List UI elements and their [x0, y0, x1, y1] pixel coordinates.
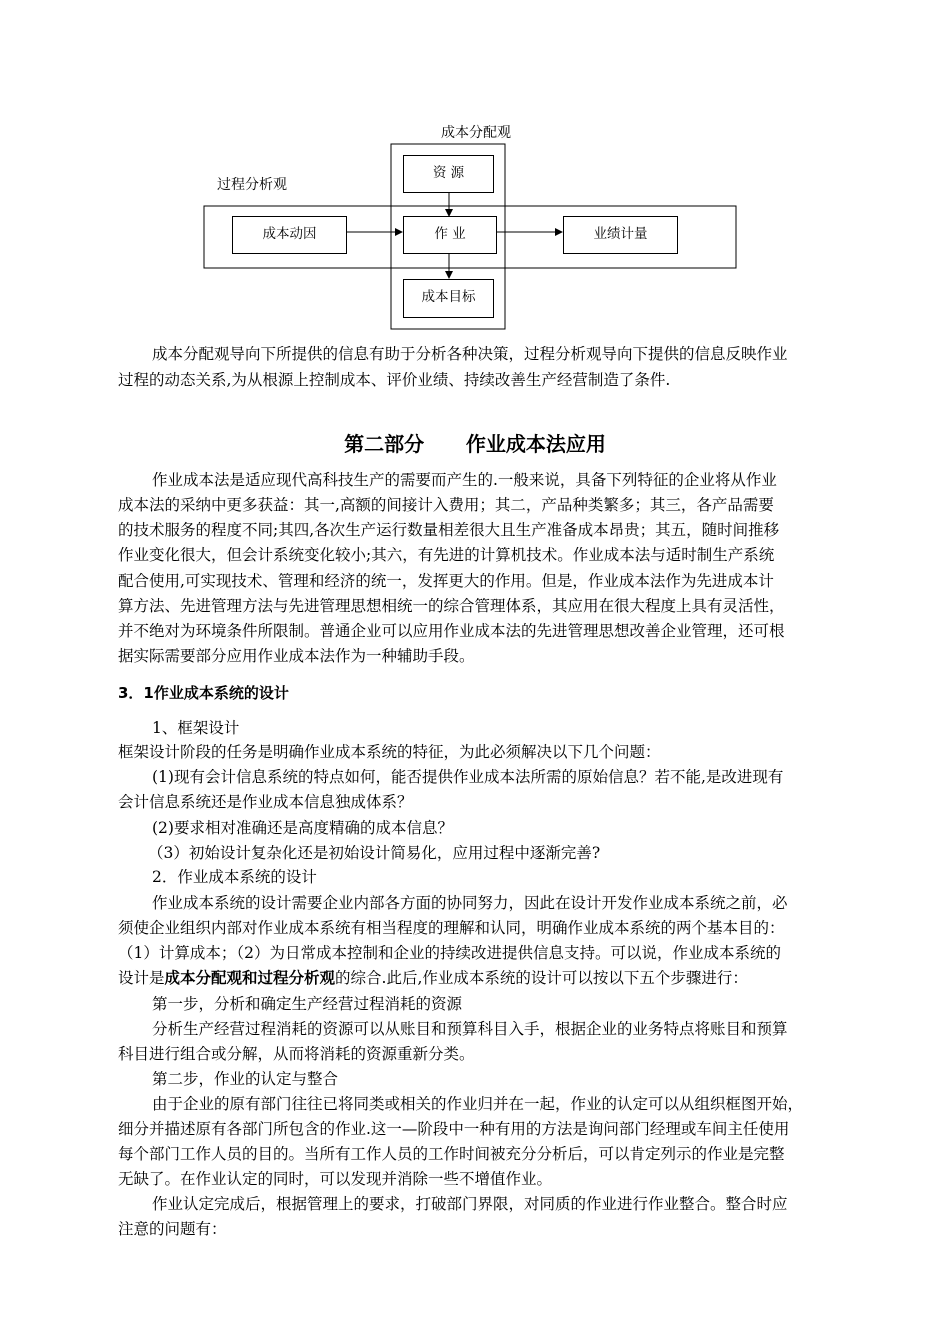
design-line-4-bold: 成本分配观和过程分析观	[164, 969, 336, 987]
intro-line-2: 过程的动态关系,为从根源上控制成本、评价业绩、持续改善生产经营制造了条件.	[118, 371, 671, 389]
design-line-4-pre: 设计是	[118, 969, 165, 987]
section-3-1-heading: 3．1作业成本系统的设计	[118, 684, 289, 702]
cost-driver-box	[232, 216, 347, 254]
part2-line-8: 据实际需要部分应用作业成本法作为一种辅助手段。	[118, 647, 475, 665]
cost-object-label: 成本目标	[421, 289, 476, 305]
part2-line-4: 作业变化很大，但会计系统变化较小;其六，有先进的计算机技术。作业成本法与适时制生产系统	[118, 546, 775, 564]
activity-label: 作 业	[434, 226, 466, 242]
performance-box	[563, 216, 678, 254]
framework-q3: （3）初始设计复杂化还是初始设计简易化，应用过程中逐渐完善?	[148, 844, 601, 862]
part2-line-2: 成本法的采纳中更多获益：其一,高额的间接计入费用；其二，产品种类繁多；其三，各产品需要	[118, 496, 774, 514]
cost-object-box	[403, 279, 494, 318]
step2-line-1: 由于企业的原有部门往往已将同类或相关的作业归并在一起，作业的认定可以从组织框图开始，	[152, 1095, 804, 1113]
step1-line-1: 分析生产经营过程消耗的资源可以从账目和预算科目入手，根据企业的业务特点将账目和预算	[152, 1020, 788, 1038]
step1-heading: 第一步，分析和确定生产经营过程消耗的资源	[152, 995, 463, 1013]
step2-line-6: 注意的问题有：	[118, 1220, 227, 1238]
step2-line-3: 每个部门工作人员的目的。当所有工作人员的工作时间被充分分析后，可以肯定列示的作业是完整	[118, 1145, 785, 1163]
step2-line-5: 作业认定完成后，根据管理上的要求，打破部门界限，对同质的作业进行作业整合。整合时应	[152, 1195, 788, 1213]
step2-line-2: 细分并描述原有各部门所包含的作业.这一—阶段中一种有用的方法是询问部门经理或车间主任使用	[118, 1120, 790, 1138]
part2-line-5: 配合使用,可实现技术、管理和经济的统一，发挥更大的作用。但是，作业成本法作为先进成本计	[118, 572, 774, 590]
framework-intro: 框架设计阶段的任务是明确作业成本系统的特征，为此必须解决以下几个问题：	[118, 743, 661, 761]
part2-line-7: 并不绝对为环境条件所限制。普通企业可以应用作业成本法的先进管理思想改善企业管理，还可根	[118, 622, 785, 640]
design-line-2: 须使企业组织内部对作业成本系统有相当程度的理解和认同，明确作业成本系统的两个基本目的：	[118, 919, 785, 937]
step2-line-4: 无缺了。在作业认定的同时，可以发现并消除一些不增值作业。	[118, 1170, 553, 1188]
cost-allocation-view-label: 成本分配观	[441, 125, 511, 141]
framework-heading: 1、框架设计	[152, 719, 240, 737]
step2-heading: 第二步，作业的认定与整合	[152, 1070, 339, 1088]
resources-box	[403, 155, 494, 193]
resources-label: 资 源	[432, 165, 465, 181]
design-heading: 2．作业成本系统的设计	[152, 868, 317, 886]
step1-line-2: 科目进行组合或分解，从而将消耗的资源重新分类。	[118, 1045, 475, 1063]
cost-view-diagram	[0, 0, 950, 340]
performance-label: 业绩计量	[593, 226, 648, 242]
part2-line-6: 算方法、先进管理方法与先进管理思想相统一的综合管理体系，其应用在很大程度上具有灵活性，	[118, 597, 785, 615]
design-line-1: 作业成本系统的设计需要企业内部各方面的协同努力，因此在设计开发作业成本系统之前，必	[152, 894, 788, 912]
intro-line-1: 成本分配观导向下所提供的信息有助于分析各种决策，过程分析观导向下提供的信息反映作业	[152, 345, 788, 363]
design-line-3: （1）计算成本；（2）为日常成本控制和企业的持续改进提供信息支持。可以说，作业成本系统的	[118, 944, 781, 962]
part2-line-1: 作业成本法是适应现代高科技生产的需要而产生的.一般来说，具备下列特征的企业将从作业	[152, 471, 777, 489]
part2-line-3: 的技术服务的程度不同;其四,各次生产运行数量相差很大且生产准备成本昂贵；其五，随时间推移	[118, 521, 780, 539]
design-line-4-post: 的综合.此后,作业成本系统的设计可以按以下五个步骤进行：	[335, 969, 748, 987]
design-line-4	[118, 967, 748, 989]
cost-driver-label: 成本动因	[262, 226, 317, 242]
framework-q1-b: 会计信息系统还是作业成本信息独成体系？	[118, 793, 413, 811]
part2-title: 第二部分 作业成本法应用	[344, 432, 606, 456]
framework-q1-a: (1)现有会计信息系统的特点如何，能否提供作业成本法所需的原始信息？若不能,是改进现有	[152, 768, 784, 786]
process-analysis-view-label: 过程分析观	[217, 177, 287, 193]
framework-q2: (2)要求相对准确还是高度精确的成本信息？	[152, 819, 453, 837]
activity-box	[403, 216, 497, 254]
